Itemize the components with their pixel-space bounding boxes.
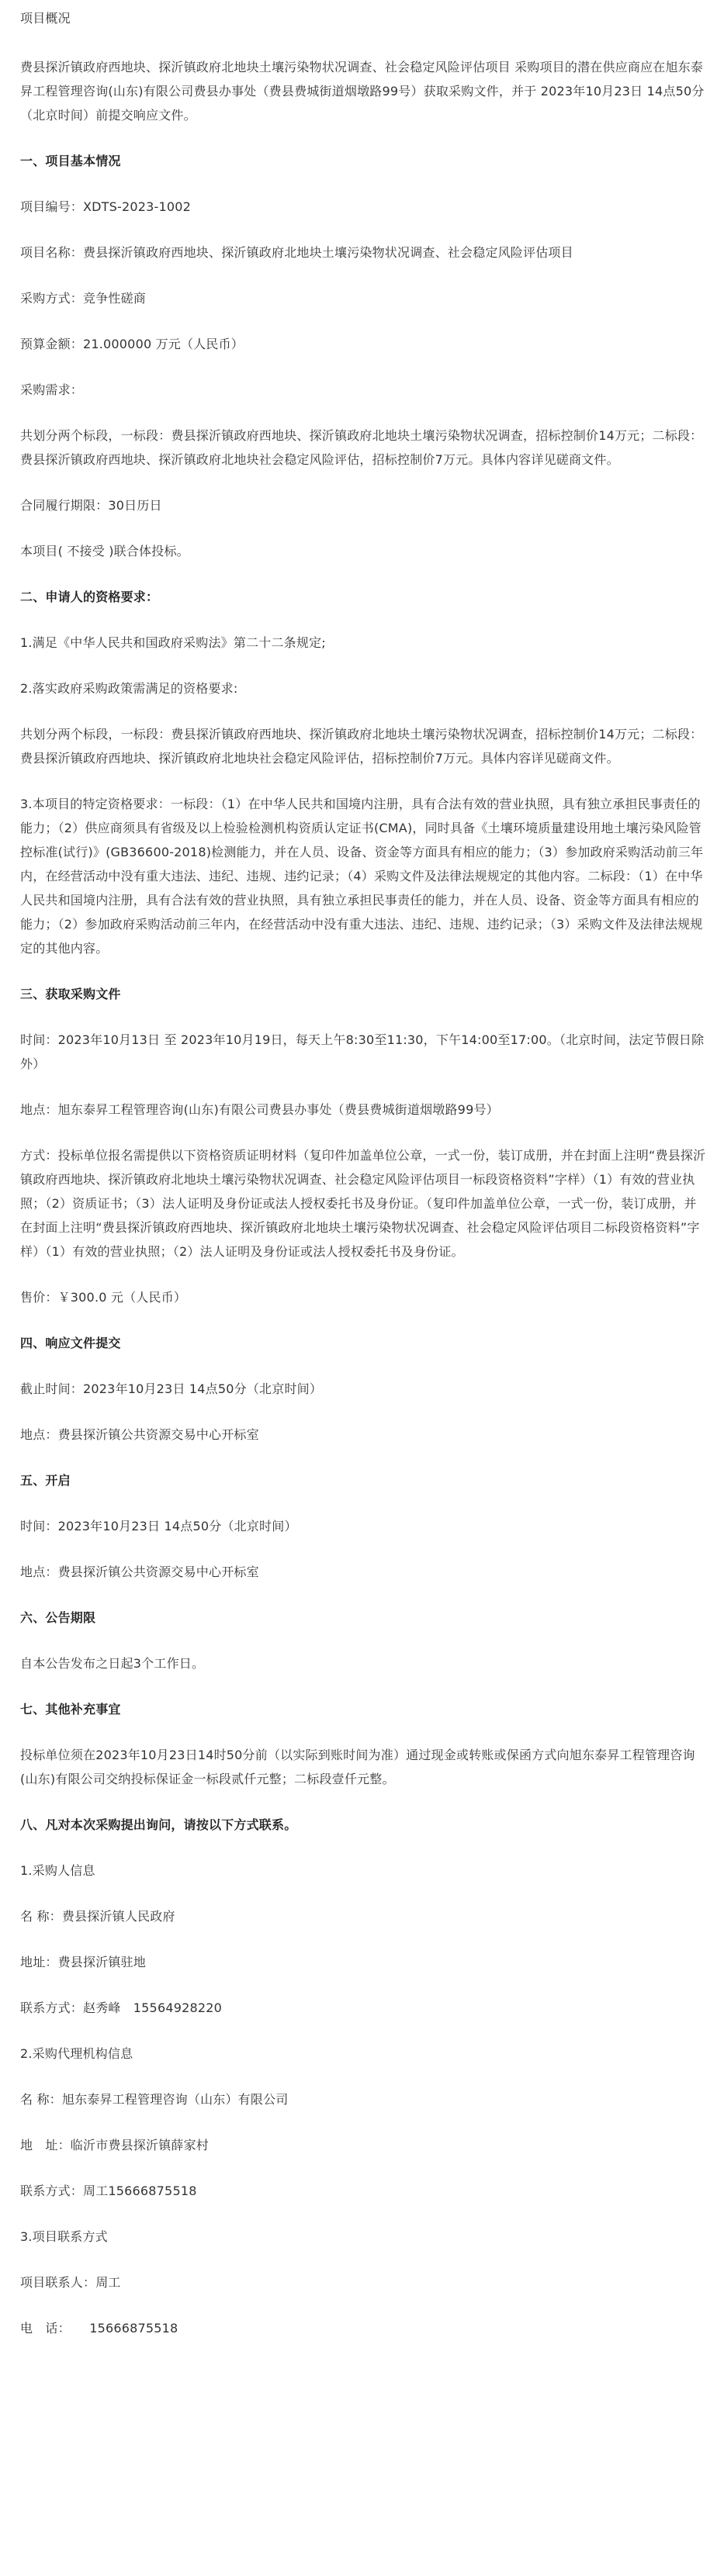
notice-paragraph: 预算金额：21.000000 万元（人民币）	[20, 337, 244, 351]
notice-paragraph: 共划分两个标段，一标段：费县探沂镇政府西地块、探沂镇政府北地块土壤污染物状况调查，招标控制价14万元；二标段：费县探沂镇政府西地块、探沂镇政府北地块社会稳定风险评估，招标控制价7万元。具体内容详见磋商文件。	[20, 727, 703, 766]
notice-paragraph: 2.落实政府采购政策需满足的资格要求:	[20, 681, 238, 696]
notice-paragraph: 费县探沂镇政府西地块、探沂镇政府北地块土壤污染物状况调查、社会稳定风险评估项目 采购项目的潜在供应商应在旭东泰昇工程管理咨询(山东)有限公司费县办事处（费县费城街道烟墩路99号）获取采购文件，并于 2023年10月23日 14点50分（北京时间）前提交响应文件。	[20, 60, 705, 123]
section-heading: 三、获取采购文件	[20, 987, 121, 1001]
notice-paragraph: 自本公告发布之日起3个工作日。	[20, 1656, 205, 1671]
notice-paragraph: 项目编号：XDTS-2023-1002	[20, 199, 191, 214]
notice-paragraph: 名 称：旭东泰昇工程管理咨询（山东）有限公司	[20, 2092, 289, 2107]
section-heading: 二、申请人的资格要求：	[20, 590, 159, 604]
notice-paragraph: 地点：旭东泰昇工程管理咨询(山东)有限公司费县办事处（费县费城街道烟墩路99号）	[20, 1102, 499, 1117]
notice-paragraph: 方式：投标单位报名需提供以下资格资质证明材料（复印件加盖单位公章，一式一份，装订成册，并在封面上注明“费县探沂镇政府西地块、探沂镇政府北地块土壤污染物状况调查、社会稳定风险评估项目一标段资格资料”字样）（1）有效的营业执照；（2）资质证书；（3）法人证明及身份证或法人授权委托书及身份证。（复印件加盖单位公章，一式一份，装订成册，并在封面上注明“费县探沂镇政府西地块、探沂镇政府北地块土壤污染物状况调查、社会稳定风险评估项目二标段资格资料”字样）（1）有效的营业执照；（2）法人证明及身份证或法人授权委托书及身份证。	[20, 1148, 706, 1259]
notice-paragraph: 时间：2023年10月13日 至 2023年10月19日，每天上午8:30至11:30，下午14:00至17:00。（北京时间，法定节假日除外）	[20, 1032, 705, 1071]
section-heading: 六、公告期限	[20, 1610, 96, 1625]
notice-paragraph: 共划分两个标段，一标段：费县探沂镇政府西地块、探沂镇政府北地块土壤污染物状况调查，招标控制价14万元；二标段：费县探沂镇政府西地块、探沂镇政府北地块社会稳定风险评估，招标控制价7万元。具体内容详见磋商文件。	[20, 428, 703, 467]
notice-paragraph: 合同履行期限：30日历日	[20, 498, 162, 513]
notice-paragraph: 地点：费县探沂镇公共资源交易中心开标室	[20, 1427, 259, 1442]
notice-paragraph: 1.满足《中华人民共和国政府采购法》第二十二条规定;	[20, 635, 326, 650]
notice-paragraph: 截止时间：2023年10月23日 14点50分（北京时间）	[20, 1381, 323, 1396]
notice-paragraph: 采购方式：竞争性磋商	[20, 291, 147, 306]
notice-paragraph: 2.采购代理机构信息	[20, 2046, 133, 2061]
notice-paragraph: 地点：费县探沂镇公共资源交易中心开标室	[20, 1565, 259, 1579]
notice-paragraph: 名 称：费县探沂镇人民政府	[20, 1909, 175, 1924]
notice-paragraph: 联系方式：赵秀峰 15564928220	[20, 2000, 222, 2015]
notice-paragraph: 投标单位须在2023年10月23日14时50分前（以实际到账时间为准）通过现金或转账或保函方式向旭东泰昇工程管理咨询(山东)有限公司交纳投标保证金一标段贰仟元整；二标段壹仟元整。	[20, 1748, 695, 1786]
section-heading: 七、其他补充事宜	[20, 1702, 121, 1717]
notice-paragraph: 项目联系人：周工	[20, 2275, 121, 2290]
notice-paragraph: 3.项目联系方式	[20, 2229, 108, 2244]
section-heading: 一、项目基本情况	[20, 154, 121, 168]
notice-paragraph: 项目概况	[20, 11, 71, 26]
notice-paragraph: 电 话： 15666875518	[20, 2321, 178, 2336]
notice-paragraph: 采购需求：	[20, 382, 84, 397]
section-heading: 五、开启	[20, 1473, 71, 1488]
section-heading: 八、凡对本次采购提出询问，请按以下方式联系。	[20, 1817, 297, 1832]
notice-paragraph: 地址：费县探沂镇驻地	[20, 1955, 147, 1969]
notice-paragraph: 项目名称：费县探沂镇政府西地块、探沂镇政府北地块土壤污染物状况调查、社会稳定风险评估项目	[20, 245, 573, 260]
notice-paragraph: 3.本项目的特定资格要求：一标段：（1）在中华人民共和国境内注册，具有合法有效的营业执照，具有独立承担民事责任的能力；（2）供应商须具有省级及以上检验检测机构资质认定证书(CMA)，同时具备《土壤环境质量建设用地土壤污染风险管控标准(试行)》(GB36600-2018)检测能力，并在人员、设备、资金等方面具有相应的能力；（3）参加政府采购活动前三年内，在经营活动中没有重大违法、违纪、违规、违约记录；（4）采购文件及法律法规规定的其他内容。二标段：（1）在中华人民共和国境内注册，具有合法有效的营业执照，具有独立承担民事责任的能力，并在人员、设备、资金等方面具有相应的能力；（2）参加政府采购活动前三年内，在经营活动中没有重大违法、违纪、违规、违约记录；（3）采购文件及法律法规规定的其他内容。	[20, 797, 704, 956]
notice-paragraph: 售价：￥300.0 元（人民币）	[20, 1290, 187, 1305]
notice-paragraph: 时间：2023年10月23日 14点50分（北京时间）	[20, 1519, 297, 1533]
notice-paragraph: 地 址：临沂市费县探沂镇薛家村	[20, 2138, 210, 2152]
procurement-notice	[20, 6, 708, 2340]
notice-paragraph: 1.采购人信息	[20, 1863, 95, 1878]
notice-paragraph: 联系方式：周工15666875518	[20, 2184, 197, 2198]
notice-paragraph: 本项目( 不接受 )联合体投标。	[20, 544, 189, 558]
section-heading: 四、响应文件提交	[20, 1336, 121, 1350]
